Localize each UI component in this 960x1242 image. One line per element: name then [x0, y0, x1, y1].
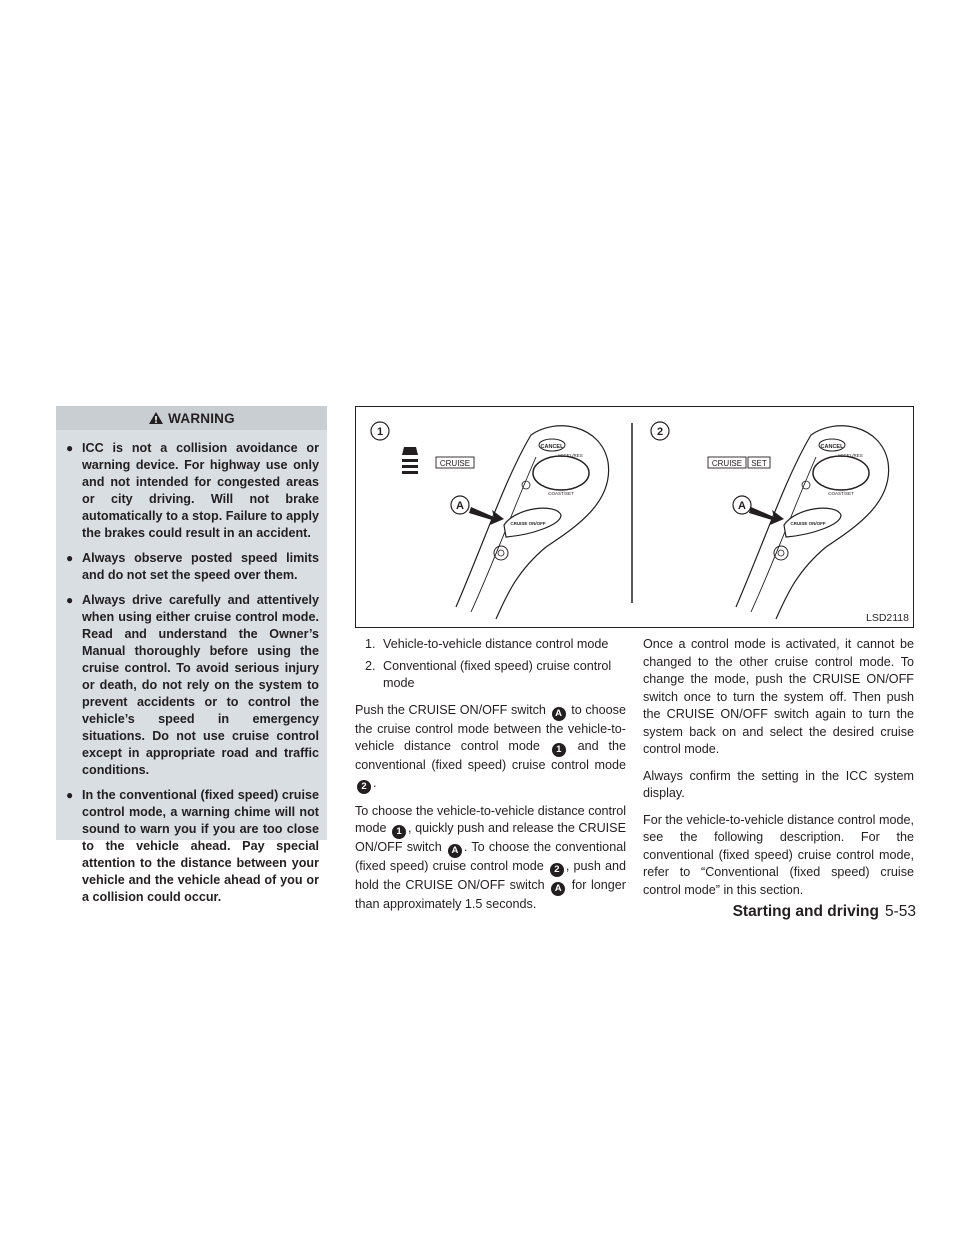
- paragraph: Once a control mode is activated, it cannot be changed to the other cruise control mode. To change the mode, push the CRUISE ON/OFF switch once to turn the system off. Then push the CRUISE ON/OFF switch again to turn the system back on and select the desired cruise control mode.: [643, 637, 914, 756]
- list-item: 2. Conventional (fixed speed) cruise control mode: [365, 658, 612, 690]
- paragraph: Push the CRUISE ON/OFF switch A to choose the cruise control mode between the vehicle-to-vehicle distance control mode 1 and the conventional (fixed speed) cruise control mode 2 .: [355, 702, 626, 792]
- right-column: [643, 636, 914, 908]
- page-number: 5-53: [884, 903, 916, 920]
- page-footer: [733, 903, 916, 921]
- callout-2-icon: 2: [550, 863, 564, 877]
- callout-a-icon: A: [448, 844, 462, 858]
- svg-text:CANCEL: CANCEL: [540, 444, 564, 450]
- cruise-switch-figure: [355, 406, 914, 628]
- figure-label: LSD2118: [865, 612, 909, 624]
- warning-box: [56, 406, 327, 904]
- warning-list: [56, 430, 327, 906]
- warning-item: ● ICC is not a collision avoidance or warning device. For highway use only and not intended for congested areas or city driving. Will not brake automatically to a stop. Failure to apply the brakes could result in an accident.: [66, 441, 319, 540]
- svg-text:CANCEL: CANCEL: [820, 444, 844, 450]
- warning-header: [56, 406, 327, 430]
- svg-text:CRUISE: CRUISE: [711, 459, 743, 468]
- svg-text:CRUISE ON/OFF: CRUISE ON/OFF: [510, 521, 546, 526]
- callout-1-icon: 1: [392, 825, 406, 839]
- section-title: Starting and driving: [732, 903, 879, 920]
- svg-text:COAST/SET: COAST/SET: [548, 491, 574, 496]
- warning-triangle-icon: [148, 411, 164, 425]
- bullet-icon: ●: [66, 441, 74, 455]
- svg-text:CRUISE ON/OFF: CRUISE ON/OFF: [790, 521, 826, 526]
- callout-2-icon: 2: [357, 780, 371, 794]
- svg-text:SET: SET: [751, 459, 767, 468]
- paragraph: Always confirm the setting in the ICC system display.: [643, 768, 914, 800]
- middle-column: [355, 636, 626, 923]
- svg-text:CRUISE: CRUISE: [439, 459, 471, 468]
- svg-text:1: 1: [376, 426, 384, 438]
- warning-title: WARNING: [168, 410, 235, 426]
- svg-text:ACCEL/RES: ACCEL/RES: [837, 453, 863, 458]
- icc-car-icon: [402, 447, 418, 474]
- callout-1-icon: 1: [552, 743, 566, 757]
- svg-text:2: 2: [656, 426, 664, 438]
- svg-text:A: A: [456, 500, 464, 512]
- warning-item: ● In the conventional (fixed speed) cruise control mode, a warning chime will not sound to warn you if you are too close to the vehicle ahead. Pay special attention to the distance between your vehicle and the vehicle ahead of you or a collision could occur.: [66, 788, 319, 904]
- bullet-icon: ●: [66, 788, 74, 802]
- warning-item: ● Always drive carefully and attentively when using either cruise control mode. Read and understand the Owner’s Manual thoroughly before using the cruise control. To avoid serious injury or death, do not rely on the system to prevent accidents or to control the vehicle’s speed in emergency situations. Do not use cruise control except in appropriate road and traffic conditions.: [66, 593, 319, 777]
- callout-a-icon: A: [551, 882, 565, 896]
- cruise-switch-illustration: [356, 407, 913, 627]
- mode-list: [355, 636, 626, 693]
- callout-a-icon: A: [552, 707, 566, 721]
- warning-item: ● Always observe posted speed limits and do not set the speed over them.: [66, 551, 319, 582]
- bullet-icon: ●: [66, 593, 74, 607]
- pointer-arrow: [469, 507, 504, 525]
- paragraph: For the vehicle-to-vehicle distance control mode, see the following description. For the conventional (fixed speed) cruise control mode, refer to “Conventional (fixed speed) cruise control mode” in this section.: [643, 812, 914, 897]
- list-item: 1. Vehicle-to-vehicle distance control mode: [365, 637, 609, 651]
- svg-text:ACCEL/RES: ACCEL/RES: [557, 453, 583, 458]
- paragraph: To choose the vehicle-to-vehicle distance control mode 1 , quickly push and release the CRUISE ON/OFF switch A . To choose the conventional (fixed speed) cruise control mode 2 , push and hold the CRUISE ON/OFF switch A for longer than approximately 1.5 seconds.: [355, 803, 626, 911]
- bullet-icon: ●: [66, 551, 74, 565]
- svg-text:COAST/SET: COAST/SET: [828, 491, 854, 496]
- svg-text:A: A: [738, 500, 746, 512]
